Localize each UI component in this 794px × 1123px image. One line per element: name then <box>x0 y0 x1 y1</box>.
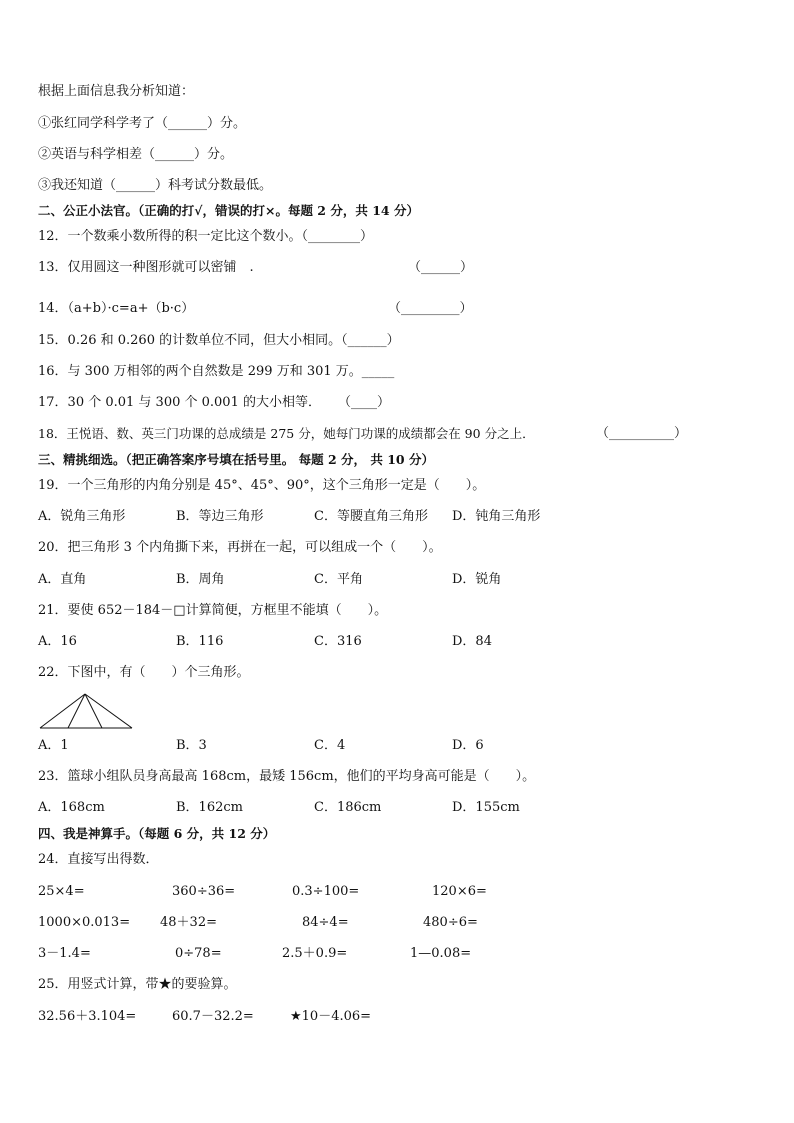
q20-option-a: A．直角 <box>38 572 87 587</box>
question-14-blank: （_________） <box>388 301 473 316</box>
calc-item: 120×6= <box>432 884 487 899</box>
calc-item: ★10－4.06= <box>290 1009 372 1024</box>
q23-option-a: A．168cm <box>38 800 105 815</box>
question-18-blank: （__________） <box>596 426 688 441</box>
question-13-blank: （______） <box>408 260 474 275</box>
question-13: 13．仅用圆这一种图形就可以密铺 . <box>38 260 254 275</box>
question-21: 21．要使 652－184－□计算简便，方框里不能填（ ）。 <box>38 603 388 618</box>
q21-option-c: C．316 <box>314 634 362 649</box>
question-17: 17．30 个 0.01 与 300 个 0.001 的大小相等． <box>38 395 321 410</box>
question-18: 18．王悦语、数、英三门功课的总成绩是 275 分，她每门功课的成绩都会在 90 分之上． <box>38 426 535 441</box>
calc-item: 60.7－32.2= <box>172 1009 254 1024</box>
question-25: 25．用竖式计算，带★的要验算。 <box>38 977 237 992</box>
triangle-figure <box>38 691 134 731</box>
calc-item: 3－1.4= <box>38 946 91 961</box>
q22-option-c: C．4 <box>314 738 346 753</box>
question-14: 14．（a+b）·c=a+（b·c） <box>38 301 195 316</box>
calc-item: 25×4= <box>38 884 85 899</box>
intro-item-2: ②英语与科学相差（______）分。 <box>38 147 234 162</box>
calc-item: 0÷78= <box>175 946 222 961</box>
calc-item: 48＋32= <box>160 915 217 930</box>
calc-item: 32.56＋3.104= <box>38 1009 137 1024</box>
section-3-title: 三、精挑细选。（把正确答案序号填在括号里。 每题 2 分， 共 10 分） <box>38 452 434 467</box>
q23-option-c: C．186cm <box>314 800 382 815</box>
q22-option-b: B．3 <box>176 738 207 753</box>
calc-item: 0.3÷100= <box>292 884 360 899</box>
q21-option-d: D．84 <box>452 634 492 649</box>
calc-item: 480÷6= <box>423 915 478 930</box>
section-4-title: 四、我是神算手。（每题 6 分，共 12 分） <box>38 826 276 841</box>
calc-item: 2.5＋0.9= <box>282 946 348 961</box>
q23-option-b: B．162cm <box>176 800 243 815</box>
intro-lead: 根据上面信息我分析知道： <box>38 84 195 99</box>
question-17-blank: （____） <box>338 395 391 410</box>
section-2-title: 二、公正小法官。（正确的打√，错误的打×。每题 2 分，共 14 分） <box>38 203 419 218</box>
q22-option-d: D．6 <box>452 738 484 753</box>
q20-option-b: B．周角 <box>176 572 225 587</box>
question-20: 20．把三角形 3 个内角撕下来，再拼在一起，可以组成一个（ ）。 <box>38 540 442 555</box>
q19-option-c: C．等腰直角三角形 <box>314 509 428 524</box>
q19-option-b: B．等边三角形 <box>176 509 264 524</box>
calc-item: 1000×0.013= <box>38 915 131 930</box>
q21-option-b: B．116 <box>176 634 224 649</box>
calc-item: 360÷36= <box>172 884 236 899</box>
question-23: 23．篮球小组队员身高最高 168cm，最矮 156cm，他们的平均身高可能是（ ）。 <box>38 769 536 784</box>
intro-item-3: ③我还知道（______）科考试分数最低。 <box>38 178 273 193</box>
q22-option-a: A．1 <box>38 738 69 753</box>
intro-item-1: ①张红同学科学考了（______）分。 <box>38 116 247 131</box>
q19-option-d: D．钝角三角形 <box>452 509 541 524</box>
q21-option-a: A．16 <box>38 634 77 649</box>
calc-item: 84÷4= <box>302 915 349 930</box>
question-16: 16．与 300 万相邻的两个自然数是 299 万和 301 万。_____ <box>38 364 395 379</box>
q20-option-c: C．平角 <box>314 572 363 587</box>
q20-option-d: D．锐角 <box>452 572 502 587</box>
calc-item: 1—0.08= <box>410 946 472 961</box>
question-12: 12．一个数乘小数所得的积一定比这个数小。（________） <box>38 229 374 244</box>
question-22: 22．下图中，有（ ）个三角形。 <box>38 665 250 680</box>
question-24: 24．直接写出得数． <box>38 852 159 867</box>
question-19: 19．一个三角形的内角分别是 45°、45°、90°，这个三角形一定是（ ）。 <box>38 478 486 493</box>
question-15: 15．0.26 和 0.260 的计数单位不同，但大小相同。（______） <box>38 333 400 348</box>
q23-option-d: D．155cm <box>452 800 520 815</box>
q19-option-a: A．锐角三角形 <box>38 509 126 524</box>
